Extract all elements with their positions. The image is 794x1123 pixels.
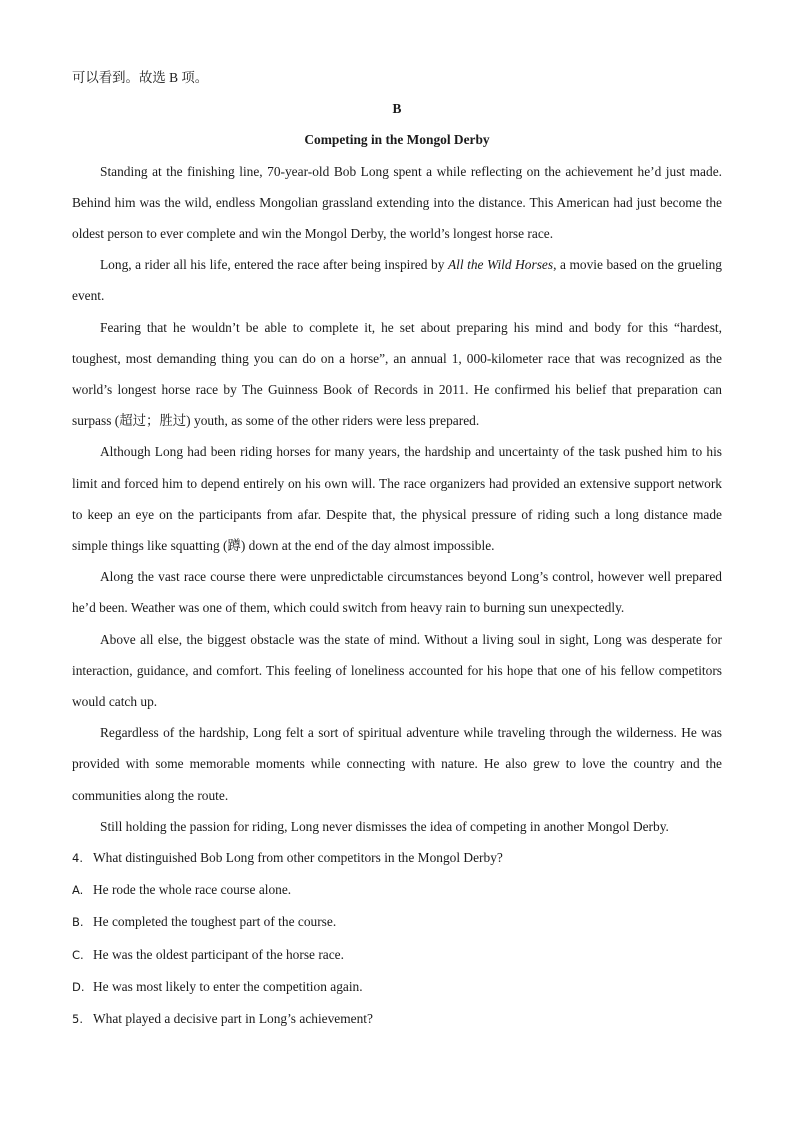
option-letter: A.: [72, 883, 84, 898]
option-text: He was most likely to enter the competition again.: [93, 978, 363, 994]
paragraph-5: Along the vast race course there were unpredictable circumstances beyond Long’s control, however well prepared he’d been. Weather was one of them, which could switch from heavy rain to burning sun unexpectedly.: [72, 569, 722, 616]
question-5: [72, 1003, 722, 1035]
paragraph-8: Still holding the passion for riding, Long never dismisses the idea of competing in another Mongol Derby.: [100, 818, 669, 834]
question-number: 4.: [72, 851, 83, 866]
option-a[interactable]: [72, 874, 722, 906]
paragraph-4: Although Long had been riding horses for many years, the hardship and uncertainty of the task pushed him to his limit and forced him to depend entirely on his own will. The race organizers had provided an extensive support network to keep an eye on the participants from afar. Despite that, the physical pressure of riding such a long distance made simple things like squatting (蹲) down at the end of the day almost impossible.: [72, 444, 722, 554]
paragraph-1: Standing at the finishing line, 70-year-old Bob Long spent a while reflecting on the achievement he’d just made. Behind him was the wild, endless Mongolian grassland extending into the distance. This American had just become the oldest person to ever complete and win the Mongol Derby, the world’s longest horse race.: [72, 163, 722, 242]
paragraph-2-text-before: Long, a rider all his life, entered the race after being inspired by: [100, 257, 448, 273]
question-stem: [72, 1003, 722, 1035]
carryover-answer-text: 可以看到。故选 B 项。: [72, 70, 209, 85]
question-number: 5.: [72, 1012, 83, 1027]
question-stem: [72, 842, 722, 874]
option-text: He was the oldest participant of the horse race.: [93, 946, 344, 962]
option-letter: B.: [72, 915, 84, 930]
option-d[interactable]: [72, 971, 722, 1003]
option-letter: C.: [72, 947, 84, 962]
question-text: What distinguished Bob Long from other competitors in the Mongol Derby?: [93, 850, 503, 866]
section-letter: B: [392, 101, 402, 117]
option-letter: D.: [72, 979, 85, 994]
paragraph-2-text-after: , a movie based on the grueling event.: [72, 257, 722, 304]
option-b[interactable]: [72, 906, 722, 938]
question-text: What played a decisive part in Long’s achievement?: [93, 1011, 373, 1027]
movie-title: All the Wild Horses: [447, 257, 554, 273]
paragraph-3: Fearing that he wouldn’t be able to complete it, he set about preparing his mind and body for this “hardest, toughest, most demanding thing you can do on a horse”, an annual 1, 000-kilometer race that was recognized as the world’s longest horse race by The Guinness Book of Records in 2011. He confirmed his belief that preparation can surpass (超过；胜过) youth, as some of the other riders were less prepared.: [72, 319, 722, 429]
option-c[interactable]: [72, 939, 722, 971]
passage-title: Competing in the Mongol Derby: [304, 132, 490, 148]
paragraph-2: [72, 249, 722, 311]
question-4: [72, 842, 722, 1003]
document-page: [72, 62, 722, 1035]
option-text: He completed the toughest part of the course.: [93, 914, 337, 930]
paragraph-6: Above all else, the biggest obstacle was the state of mind. Without a living soul in sight, Long was desperate for interaction, guidance, and comfort. This feeling of loneliness accounted for his hope that one of his fellow competitors would catch up.: [72, 631, 722, 710]
paragraph-7: Regardless of the hardship, Long felt a sort of spiritual adventure while traveling through the wilderness. He was provided with some memorable moments while connecting with nature. He also grew to love the country and the communities along the route.: [72, 725, 722, 803]
option-text: He rode the whole race course alone.: [93, 882, 292, 898]
